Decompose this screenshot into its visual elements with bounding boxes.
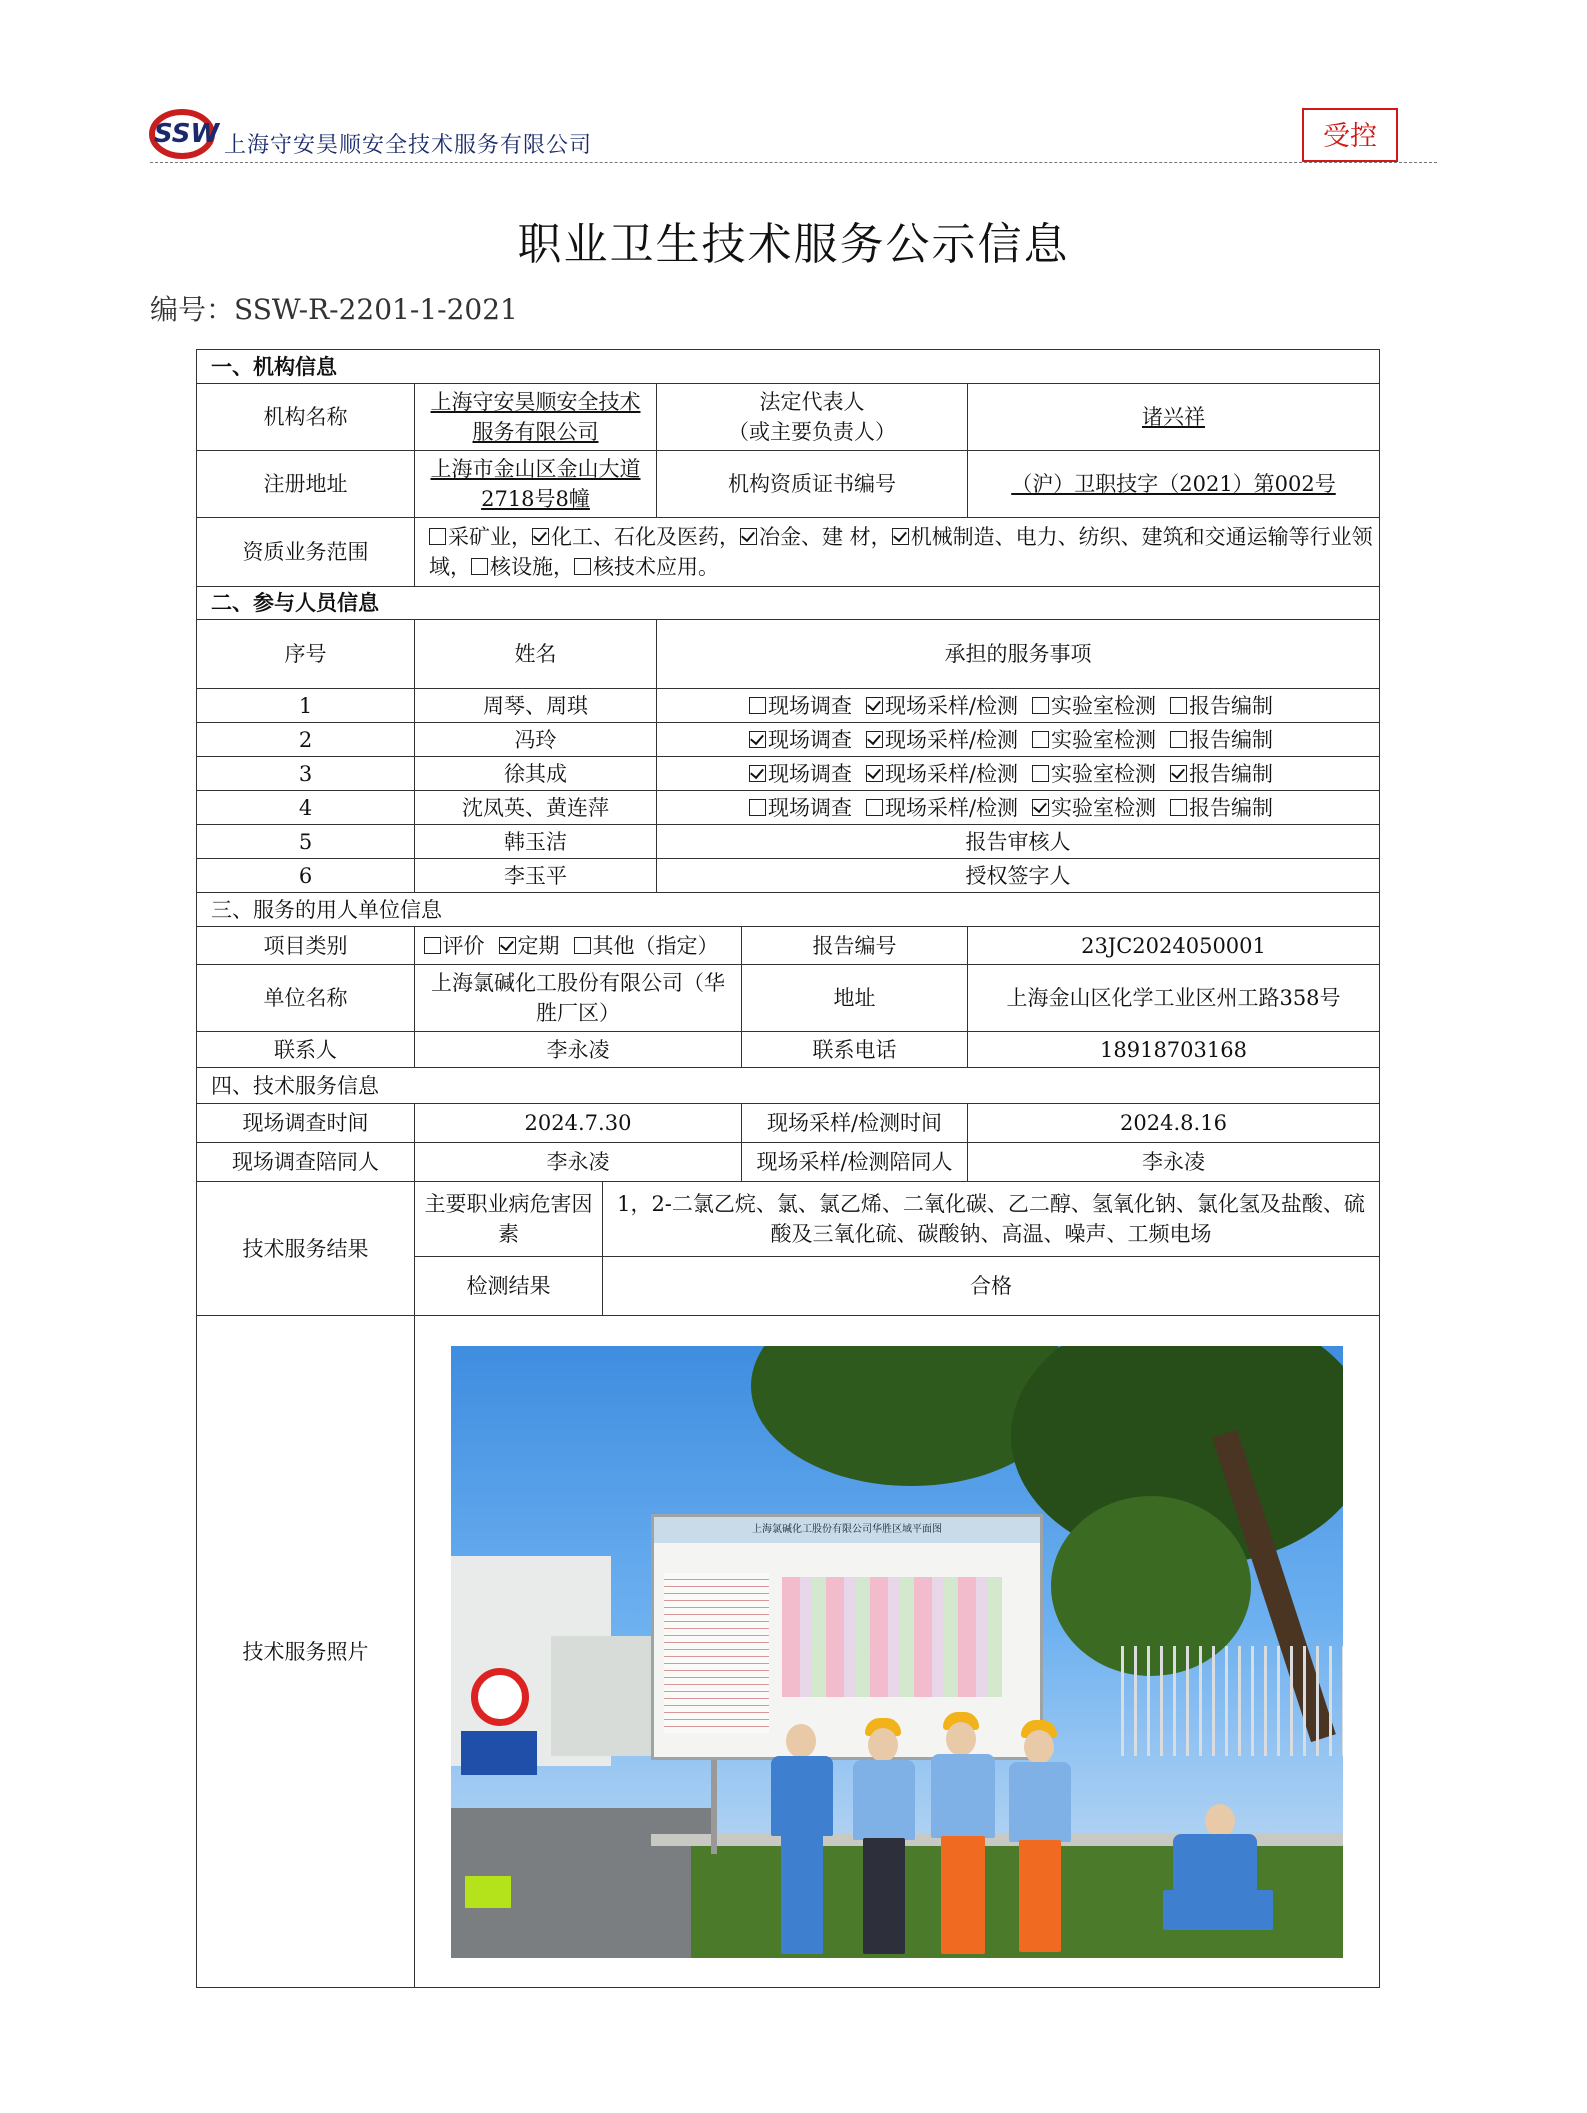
checkbox-checked-icon — [749, 765, 766, 782]
staff-col-items: 承担的服务事项 — [657, 620, 1380, 689]
site-plan-board — [651, 1514, 1043, 1760]
board-text — [664, 1573, 769, 1733]
task-option-label: 报告编制 — [1189, 693, 1274, 718]
scope-label: 资质业务范围 — [197, 518, 415, 587]
section-org-heading: 一、机构信息 — [197, 350, 1380, 384]
photo-label: 技术服务照片 — [197, 1316, 415, 1988]
org-name-value: 上海守安昊顺安全技术服务有限公司 — [415, 384, 657, 451]
scope-option — [532, 525, 740, 549]
project-type-options — [415, 927, 742, 965]
task-option — [1170, 694, 1273, 718]
checkbox-empty-icon — [1032, 731, 1049, 748]
task-option — [749, 796, 852, 820]
org-name-label: 机构名称 — [197, 384, 415, 451]
contact-label: 联系人 — [197, 1032, 415, 1068]
scope-option-label: 冶金、建 材， — [759, 525, 892, 549]
sampling-time-label: 现场采样/检测时间 — [742, 1104, 968, 1143]
board-map — [782, 1577, 1002, 1697]
hazard-value: 1，2-二氯乙烷、氯、氯乙烯、二氧化碳、乙二醇、氢氧化钠、氯化氢及盐酸、硫酸及三氧化硫、碳酸钠、高温、噪声、工频电场 — [603, 1182, 1380, 1257]
staff-col-name: 姓名 — [415, 620, 657, 689]
task-option-label: 现场采样/检测 — [884, 761, 1019, 786]
legal-rep-value: 诸兴祥 — [968, 384, 1380, 451]
scope-option — [429, 525, 532, 549]
staff-row-name: 周琴、周琪 — [415, 689, 657, 723]
checkbox-empty-icon — [1170, 731, 1187, 748]
project-type-option — [574, 934, 719, 958]
task-option-label: 现场调查 — [767, 693, 852, 718]
checkbox-empty-icon — [749, 799, 766, 816]
green-case — [465, 1876, 511, 1908]
staff-row — [197, 689, 1380, 723]
sampling-escort-value: 李永凌 — [968, 1143, 1380, 1182]
project-type-option-label: 定期 — [517, 933, 560, 958]
task-option-label: 实验室检测 — [1051, 761, 1157, 786]
staff-row-name: 沈凤英、黄连萍 — [415, 791, 657, 825]
section-staff-heading: 二、参与人员信息 — [197, 587, 1380, 620]
checkbox-checked-icon — [1170, 765, 1187, 782]
detect-label: 检测结果 — [415, 1257, 603, 1316]
task-option-label: 报告编制 — [1189, 761, 1274, 786]
task-option-label: 报告编制 — [1189, 795, 1274, 820]
task-option — [1032, 694, 1156, 718]
legal-rep-label: 法定代表人 （或主要负责人） — [657, 384, 968, 451]
sampling-escort-label: 现场采样/检测陪同人 — [742, 1143, 968, 1182]
section-service-heading: 四、技术服务信息 — [197, 1068, 1380, 1104]
document-number: 编号：SSW-R-2201-1-2021 — [150, 293, 518, 326]
checkbox-empty-icon — [471, 558, 488, 575]
service-photo — [451, 1346, 1343, 1958]
checkbox-empty-icon — [574, 558, 591, 575]
task-option — [866, 796, 1018, 820]
task-option — [749, 694, 852, 718]
checkbox-empty-icon — [429, 528, 446, 545]
staff-row-role: 授权签字人 — [657, 859, 1380, 893]
staff-row-tasks — [657, 723, 1380, 757]
task-option — [866, 694, 1018, 718]
checkbox-checked-icon — [866, 731, 883, 748]
task-option — [749, 728, 852, 752]
task-option — [866, 762, 1018, 786]
report-no-value: 23JC2024050001 — [968, 927, 1380, 965]
staff-row-no: 2 — [197, 723, 415, 757]
company-logo — [148, 96, 226, 166]
task-option — [866, 728, 1018, 752]
staff-row-name: 冯玲 — [415, 723, 657, 757]
fence — [1111, 1646, 1343, 1756]
task-option-label: 报告编制 — [1189, 727, 1274, 752]
task-option-label: 实验室检测 — [1051, 795, 1157, 820]
survey-escort-value: 李永凌 — [415, 1143, 742, 1182]
staff-row — [197, 791, 1380, 825]
task-option — [1170, 762, 1273, 786]
staff-row-no: 5 — [197, 825, 415, 859]
detect-value: 合格 — [603, 1257, 1380, 1316]
contact-value: 李永凌 — [415, 1032, 742, 1068]
checkbox-empty-icon — [749, 697, 766, 714]
staff-row — [197, 723, 1380, 757]
unit-name-value: 上海氯碱化工股份有限公司（华胜厂区） — [415, 965, 742, 1032]
unit-address-value: 上海金山区化学工业区州工路358号 — [968, 965, 1380, 1032]
task-option — [1170, 728, 1273, 752]
task-option-label: 实验室检测 — [1051, 693, 1157, 718]
report-no-label: 报告编号 — [742, 927, 968, 965]
phone-value: 18918703168 — [968, 1032, 1380, 1068]
scope-option — [574, 555, 719, 579]
task-option — [1032, 762, 1156, 786]
no-parking-sign-icon — [471, 1668, 529, 1726]
checkbox-checked-icon — [866, 765, 883, 782]
checkbox-checked-icon — [866, 697, 883, 714]
checkbox-checked-icon — [892, 528, 909, 545]
staff-row — [197, 757, 1380, 791]
checkbox-empty-icon — [1032, 697, 1049, 714]
survey-time-label: 现场调查时间 — [197, 1104, 415, 1143]
project-type-option — [424, 934, 485, 958]
staff-col-no: 序号 — [197, 620, 415, 689]
controlled-stamp: 受控 — [1302, 108, 1398, 162]
task-option — [1032, 728, 1156, 752]
task-option-label: 现场调查 — [767, 761, 852, 786]
scope-option-label: 核设施， — [490, 555, 574, 579]
scope-option-label: 采矿业， — [448, 525, 532, 549]
task-option-label: 现场采样/检测 — [884, 693, 1019, 718]
phone-label: 联系电话 — [742, 1032, 968, 1068]
project-type-option — [499, 934, 560, 958]
hazard-label: 主要职业病危害因素 — [415, 1182, 603, 1257]
board-title: 上海氯碱化工股份有限公司华胜区域平面图 — [654, 1517, 1040, 1543]
staff-row-name: 韩玉洁 — [415, 825, 657, 859]
unit-address-label: 地址 — [742, 965, 968, 1032]
checkbox-empty-icon — [1170, 799, 1187, 816]
staff-row-name: 徐其成 — [415, 757, 657, 791]
task-option — [749, 762, 852, 786]
project-type-option-label: 评价 — [442, 933, 485, 958]
staff-row-tasks — [657, 757, 1380, 791]
result-label: 技术服务结果 — [197, 1182, 415, 1316]
section-client-heading: 三、服务的用人单位信息 — [197, 893, 1380, 927]
checkbox-empty-icon — [574, 937, 591, 954]
survey-time-value: 2024.7.30 — [415, 1104, 742, 1143]
staff-row-name: 李玉平 — [415, 859, 657, 893]
scope-option — [740, 525, 892, 549]
project-type-label: 项目类别 — [197, 927, 415, 965]
scope-option-label: 机械制造、电力、纺织、建筑和交通运输等行业领域， — [429, 525, 1373, 579]
reg-address-value: 上海市金山区金山大道2718号8幢 — [415, 451, 657, 518]
info-table — [196, 349, 1380, 1988]
page-title: 职业卫生技术服务公示信息 — [517, 219, 1070, 270]
checkbox-checked-icon — [499, 937, 516, 954]
cert-no-value: （沪）卫职技字（2021）第002号 — [968, 451, 1380, 518]
staff-row-tasks — [657, 791, 1380, 825]
fire-lane-sign — [461, 1731, 537, 1775]
reg-address-label: 注册地址 — [197, 451, 415, 518]
sampling-time-value: 2024.8.16 — [968, 1104, 1380, 1143]
scope-value — [415, 518, 1380, 587]
staff-row-no: 1 — [197, 689, 415, 723]
checkbox-empty-icon — [1170, 697, 1187, 714]
staff-row-tasks — [657, 689, 1380, 723]
staff-row-role: 报告审核人 — [657, 825, 1380, 859]
company-name: 上海守安昊顺安全技术服务有限公司 — [224, 133, 593, 158]
checkbox-checked-icon — [740, 528, 757, 545]
checkbox-empty-icon — [1032, 765, 1049, 782]
task-option-label: 实验室检测 — [1051, 727, 1157, 752]
checkbox-empty-icon — [424, 937, 441, 954]
survey-escort-label: 现场调查陪同人 — [197, 1143, 415, 1182]
checkbox-checked-icon — [749, 731, 766, 748]
logo-text: SSW — [154, 119, 220, 149]
staff-row-no: 3 — [197, 757, 415, 791]
header-divider — [150, 162, 1437, 163]
checkbox-checked-icon — [532, 528, 549, 545]
checkbox-empty-icon — [866, 799, 883, 816]
scope-option-label: 核技术应用。 — [593, 555, 719, 579]
task-option-label: 现场采样/检测 — [884, 795, 1019, 820]
unit-name-label: 单位名称 — [197, 965, 415, 1032]
staff-row-no: 6 — [197, 859, 415, 893]
scope-option-label: 化工、石化及医药， — [551, 525, 740, 549]
checkbox-checked-icon — [1032, 799, 1049, 816]
task-option — [1032, 796, 1156, 820]
staff-row-no: 4 — [197, 791, 415, 825]
task-option-label: 现场调查 — [767, 727, 852, 752]
task-option-label: 现场采样/检测 — [884, 727, 1019, 752]
task-option — [1170, 796, 1273, 820]
project-type-option-label: 其他（指定） — [592, 933, 719, 958]
task-option-label: 现场调查 — [767, 795, 852, 820]
board-post — [711, 1754, 717, 1854]
cert-no-label: 机构资质证书编号 — [657, 451, 968, 518]
scope-option — [471, 555, 574, 579]
